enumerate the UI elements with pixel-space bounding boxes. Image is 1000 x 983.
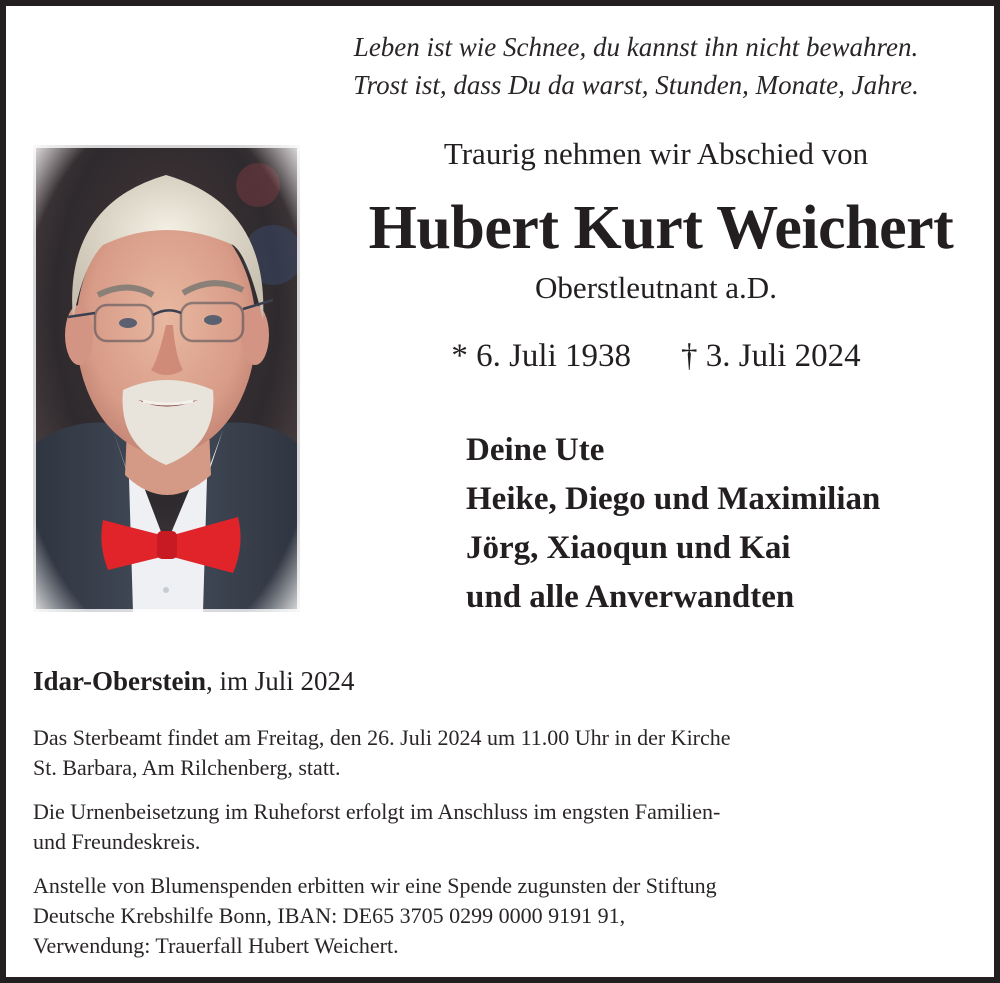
donation-line: Verwendung: Trauerfall Hubert Weichert. — [33, 933, 399, 958]
family-line: Deine Ute — [466, 432, 605, 468]
poem-line: Leben ist wie Schnee, du kannst ihn nicht bewahren. — [353, 32, 919, 62]
burial-line: Die Urnenbeisetzung im Ruheforst erfolgt im Anschluss im engsten Familien- — [33, 799, 721, 824]
family-line: und alle Anverwandten — [466, 579, 795, 615]
birth-date: * 6. Juli 1938 — [451, 338, 631, 374]
donation-line: Deutsche Krebshilfe Bonn, IBAN: DE65 3705 0299 0000 9191 91, — [33, 903, 626, 928]
service-line: Das Sterbeamt findet am Freitag, den 26. Juli 2024 um 11.00 Uhr in der Kirche — [33, 725, 731, 750]
deceased-name: Hubert Kurt Weichert — [368, 194, 954, 262]
deceased-rank: Oberstleutnant a.D. — [535, 270, 777, 305]
family-signatures — [466, 426, 986, 622]
place-name: Idar-Oberstein — [33, 666, 206, 696]
life-dates — [326, 334, 986, 378]
burial-line: und Freundeskreis. — [33, 829, 201, 854]
service-line: St. Barbara, Am Rilchenberg, statt. — [33, 755, 341, 780]
service-info — [33, 723, 933, 783]
intro-text: Traurig nehmen wir Abschied von — [443, 136, 869, 171]
death-date: † 3. Juli 2024 — [681, 338, 861, 374]
donation-info — [33, 871, 933, 961]
family-line: Jörg, Xiaoqun und Kai — [466, 530, 791, 566]
poem-line: Trost ist, dass Du da warst, Stunden, Monate, Jahre. — [353, 70, 919, 100]
family-line: Heike, Diego und Maximilian — [466, 481, 881, 517]
poem-quote — [306, 28, 966, 104]
donation-line: Anstelle von Blumenspenden erbitten wir eine Spende zugunsten der Stiftung — [33, 873, 717, 898]
month-year: , im Juli 2024 — [205, 666, 355, 696]
place-date — [33, 661, 355, 701]
portrait-photo — [33, 145, 300, 612]
burial-info — [33, 797, 933, 857]
